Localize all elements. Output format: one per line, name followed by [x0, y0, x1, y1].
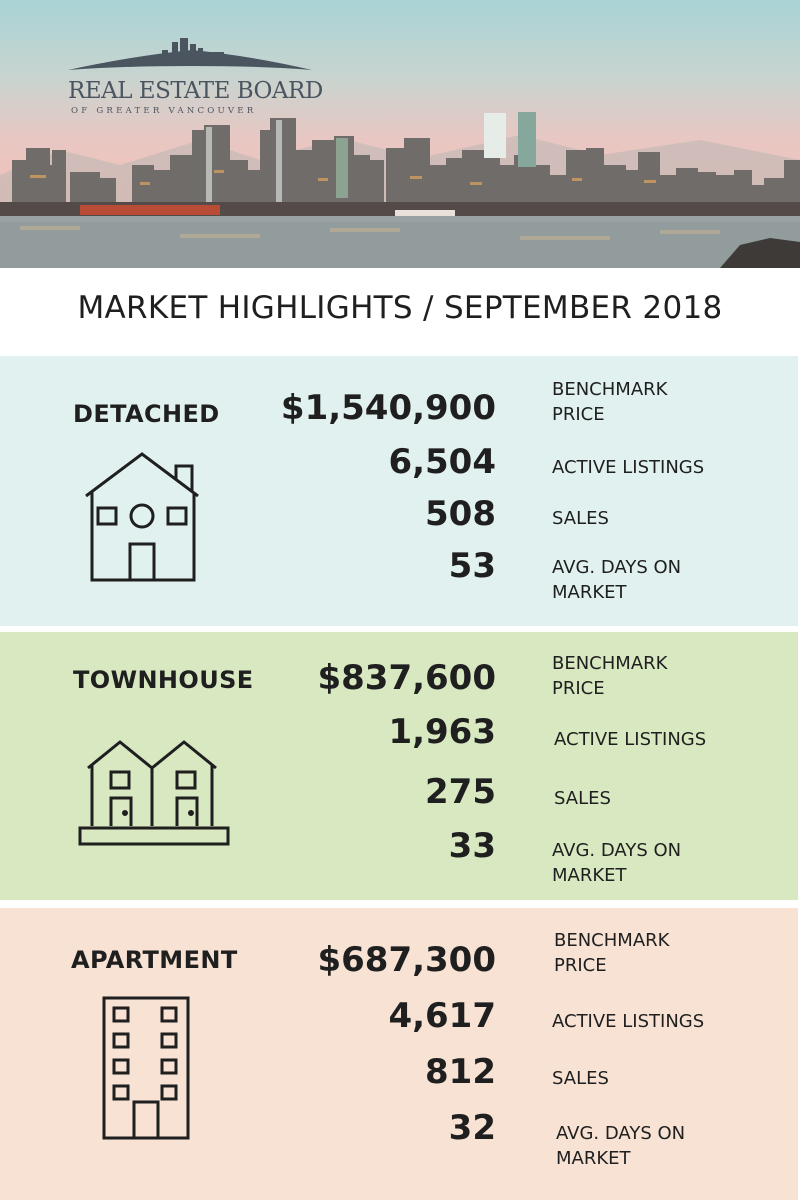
benchmark-label-line2: PRICE	[552, 404, 605, 425]
sales-label: SALES	[552, 1068, 609, 1089]
avg-days-value: 53	[448, 546, 496, 586]
avg-days-label: AVG. DAYS ON	[552, 557, 682, 578]
property-type-label: APARTMENT	[71, 946, 238, 974]
benchmark-label-line2: PRICE	[554, 955, 607, 976]
avg-days-value: 32	[448, 1108, 496, 1148]
benchmark-price-value: $837,600	[317, 658, 496, 698]
property-type-label: DETACHED	[73, 400, 220, 428]
logo-name: REAL ESTATE BOARD	[68, 78, 323, 104]
sales-value: 275	[425, 772, 496, 812]
detached-panel	[0, 356, 798, 626]
active-listings-value: 6,504	[388, 442, 496, 482]
active-listings-value: 4,617	[388, 996, 496, 1036]
avg-days-label: AVG. DAYS ON	[556, 1123, 686, 1144]
page-title: MARKET HIGHLIGHTS / SEPTEMBER 2018	[77, 290, 723, 326]
benchmark-label: BENCHMARK	[554, 930, 670, 951]
active-listings-label: ACTIVE LISTINGS	[554, 729, 707, 750]
sales-label: SALES	[552, 508, 609, 529]
benchmark-label: BENCHMARK	[552, 653, 668, 674]
sales-label: SALES	[554, 788, 611, 809]
avg-days-label-line2: MARKET	[556, 1148, 631, 1169]
benchmark-label: BENCHMARK	[552, 379, 668, 400]
property-type-label: TOWNHOUSE	[73, 666, 254, 694]
apartment-building-icon	[102, 996, 192, 1142]
active-listings-label: ACTIVE LISTINGS	[552, 457, 705, 478]
apartment-panel	[0, 908, 798, 1200]
sales-value: 508	[425, 494, 496, 534]
benchmark-label-line2: PRICE	[552, 678, 605, 699]
avg-days-label-line2: MARKET	[552, 582, 627, 603]
sales-value: 812	[425, 1052, 496, 1092]
benchmark-price-value: $687,300	[317, 940, 496, 980]
header-banner	[0, 0, 800, 268]
townhouse-icon	[78, 738, 232, 850]
benchmark-price-value: $1,540,900	[280, 388, 496, 428]
avg-days-label: AVG. DAYS ON	[552, 840, 682, 861]
townhouse-panel	[0, 632, 798, 900]
avg-days-label-line2: MARKET	[552, 865, 627, 886]
active-listings-value: 1,963	[388, 712, 496, 752]
active-listings-label: ACTIVE LISTINGS	[552, 1011, 705, 1032]
avg-days-value: 33	[448, 826, 496, 866]
logo-subtitle: OF GREATER VANCOUVER	[71, 106, 257, 116]
house-icon	[84, 452, 204, 584]
